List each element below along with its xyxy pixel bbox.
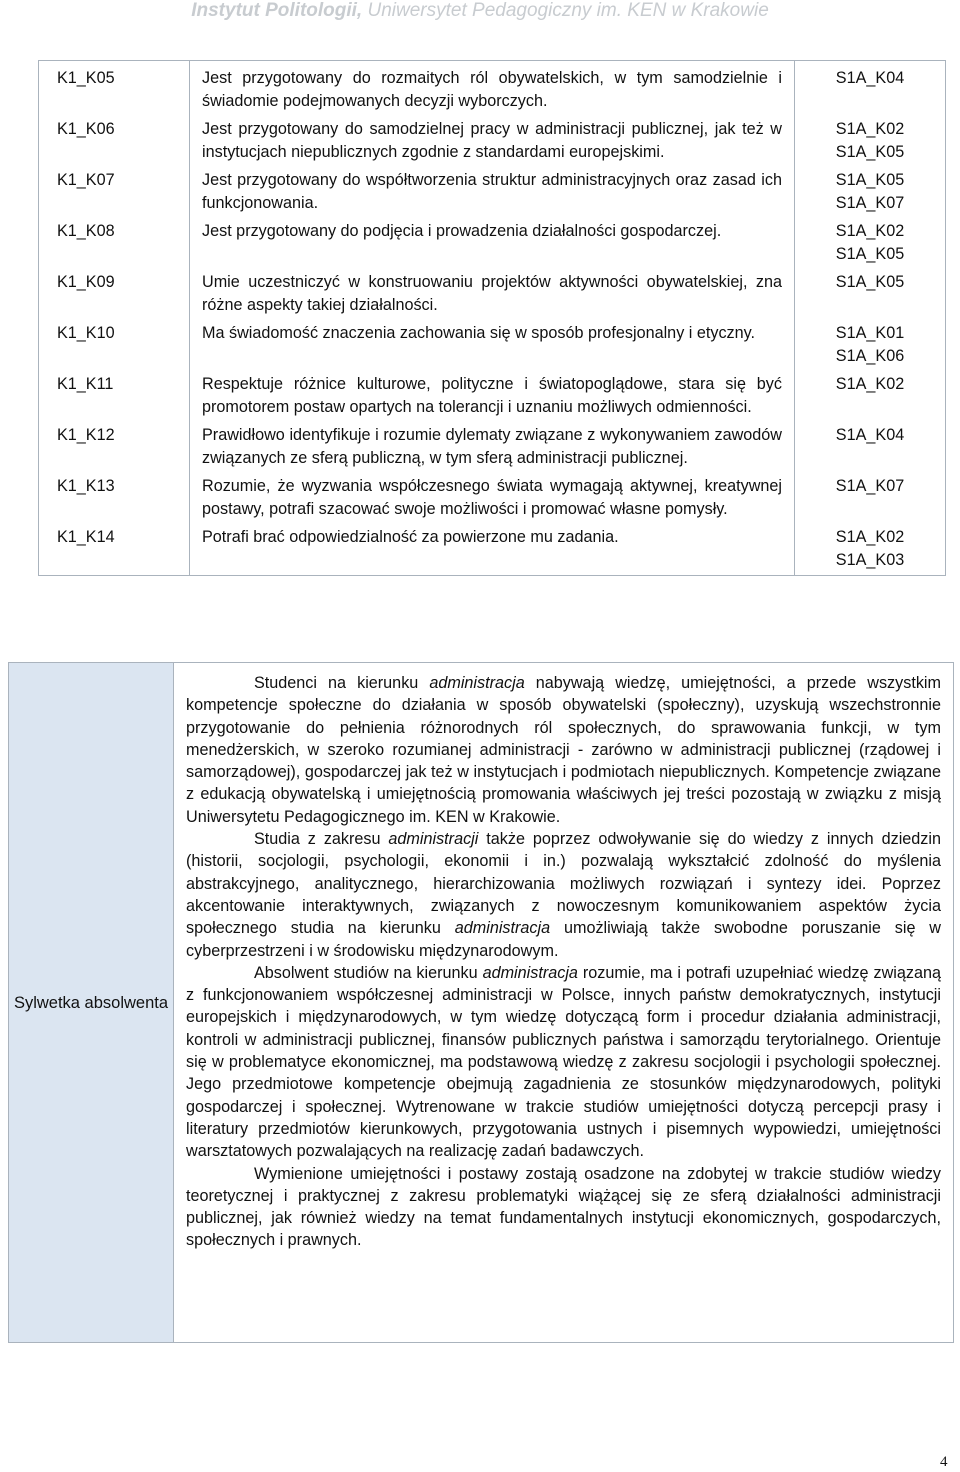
reference-code: S1A_K05 [835,244,905,263]
reference-code: S1A_K02 [835,375,905,393]
table-row [39,469,946,520]
effect-references [795,265,946,316]
effect-description: Potrafi brać odpowiedzialność za powierzone mu zadania. [190,520,795,576]
table-row [39,367,946,418]
learning-effects-table [38,60,946,576]
reference-code: S1A_K02 [835,528,905,546]
page-number: 4 [940,1454,948,1470]
table-row [39,112,946,163]
effect-description: Rozumie, że wyzwania współczesnego świata wymagają aktywnej, kreatywnej postawy, potrafi szacować swoje możliwości i promować własne pomysły. [190,469,795,520]
effect-references [795,418,946,469]
table-row [39,163,946,214]
effect-references [795,520,946,576]
header-university: Uniwersytet Pedagogiczny im. KEN w Krakowie [362,0,769,21]
effect-code: K1_K11 [57,375,114,393]
effect-description: Jest przygotowany do samodzielnej pracy w administracji publicznej, jak też w instytucjach niepublicznych zgodnie z standardami europejskimi. [190,112,795,163]
effect-description: Prawidłowo identyfikuje i rozumie dylematy związane z wykonywaniem zawodów związanych ze sferą publiczną, w tym sferą administracji publicznej. [190,418,795,469]
reference-code: S1A_K05 [835,142,905,161]
page-header [0,0,960,30]
effect-code: K1_K13 [57,477,115,495]
effect-references [795,163,946,214]
reference-code: S1A_K03 [835,550,905,569]
reference-code: S1A_K01 [835,324,905,342]
effect-code: K1_K09 [57,273,115,291]
profile-paragraph-2: Studia z zakresu administracji także poprzez odwoływanie się do wiedzy z innych dziedzin (historii, socjologii, psychologii, ekonomii i in.) pozwalają wykształcić zdolność do myślenia abstrakcyjnego, analitycznego, hierarchizowania możliwych rozwiązań i syntezy idei. Poprzez akcentowanie interaktywnych, związanych z nowoczesnym komunikowaniem aspektów życia społecznego studia na kierunku administracja umożliwiają także swobodne poruszanie się w cyberprzestrzeni i w środowisku międzynarodowym. [186,830,941,960]
effect-references [795,469,946,520]
effect-code: K1_K08 [57,222,115,240]
table-row [39,61,946,113]
profile-text [174,663,954,1343]
table-row [39,214,946,265]
effect-code: K1_K14 [57,528,115,546]
effect-references [795,367,946,418]
effect-code: K1_K10 [57,324,115,342]
effect-code: K1_K07 [57,171,115,189]
reference-code: S1A_K07 [835,477,905,495]
reference-code: S1A_K04 [835,69,905,87]
effect-description: Ma świadomość znaczenia zachowania się w sposób profesjonalny i etyczny. [190,316,795,367]
effect-references [795,112,946,163]
reference-code: S1A_K02 [835,120,905,138]
effect-description: Jest przygotowany do podjęcia i prowadzenia działalności gospodarczej. [190,214,795,265]
graduate-profile-table [8,662,954,1343]
effect-description: Jest przygotowany do rozmaitych ról obywatelskich, w tym samodzielnie i świadomie podejmowanych decyzji wyborczych. [190,61,795,113]
header-institute: Instytut Politologii, [191,0,363,21]
table-row [39,265,946,316]
effect-references [795,214,946,265]
profile-paragraph-1: Studenci na kierunku administracja nabywają wiedzę, umiejętności, a przede wszystkim kompetencje społeczne do działania w sposób obywatelski (społeczny), uzyskują wszechstronnie przygotowanie do pełnienia różnorodnych ról społecznych, do sprawowania funkcji, w tym menedżerskich, w szeroko rozumianej administracji - zarówno w administracji publicznej (rządowej i samorządowej), gospodarczej jak też w instytucjach i podmiotach niepublicznych. Kompetencje związane z edukacją obywatelską i umiejętnością promowania właściwych jej treści pozostają w związku z misją Uniwersytetu Pedagogicznego im. KEN w Krakowie. [186,674,941,826]
profile-paragraph-4: Wymienione umiejętności i postawy zostają osadzone na zdobytej w trakcie studiów wiedzy teoretycznej i praktycznej z zakresu problematyki wiążącej się ze sferą działalności administracji publicznej, jak również wiedzy na temat fundamentalnych instytucji ekonomicznych, gospodarczych, społecznych i prawnych. [186,1164,941,1250]
table-row [39,316,946,367]
reference-code: S1A_K05 [835,273,905,291]
effect-references [795,316,946,367]
effect-code: K1_K12 [57,426,115,444]
effect-references [795,61,946,113]
table-row [39,418,946,469]
effect-description: Umie uczestniczyć w konstruowaniu projektów aktywności obywatelskiej, zna różne aspekty takiej działalności. [190,265,795,316]
effect-code: K1_K06 [57,120,115,138]
reference-code: S1A_K04 [835,426,905,444]
reference-code: S1A_K06 [835,346,905,365]
profile-paragraph-3: Absolwent studiów na kierunku administracja rozumie, ma i potrafi uzupełniać wiedzę związaną z funkcjonowaniem współczesnej administracji w Polsce, innych państw demokratycznych, instytucji europejskich i międzynarodowych, w tym wiedzę dotyczącą form i procedur działania administracji, kontroli w administracji publicznej, finansów publicznych państwa i samorządu terytorialnego. Orientuje się w problematyce ekonomicznej, ma podstawową wiedzę z zakresu socjologii i psychologii społecznej. Jego przedmiotowe kompetencje obejmują zagadnienia ze stosunków międzynarodowych, polityki gospodarczej i społecznej. Wytrenowane w trakcie studiów umiejętności dotyczą percepcji prasy i literatury przedmiotów kierunkowych, przygotowania ustnych i pisemnych wypowiedzi, umiejętności warsztatowych pozwalających na realizację zadań badawczych. [186,963,941,1161]
reference-code: S1A_K07 [835,193,905,212]
effect-description: Jest przygotowany do współtworzenia struktur administracyjnych oraz zasad ich funkcjonowania. [190,163,795,214]
effect-description: Respektuje różnice kulturowe, polityczne i światopoglądowe, stara się być promotorem postaw opartych na tolerancji i uznaniu możliwych odmienności. [190,367,795,418]
reference-code: S1A_K05 [835,171,905,189]
reference-code: S1A_K02 [835,222,905,240]
table-row [39,520,946,576]
effect-code: K1_K05 [57,69,115,87]
profile-label: Sylwetka absolwenta [9,663,174,1343]
